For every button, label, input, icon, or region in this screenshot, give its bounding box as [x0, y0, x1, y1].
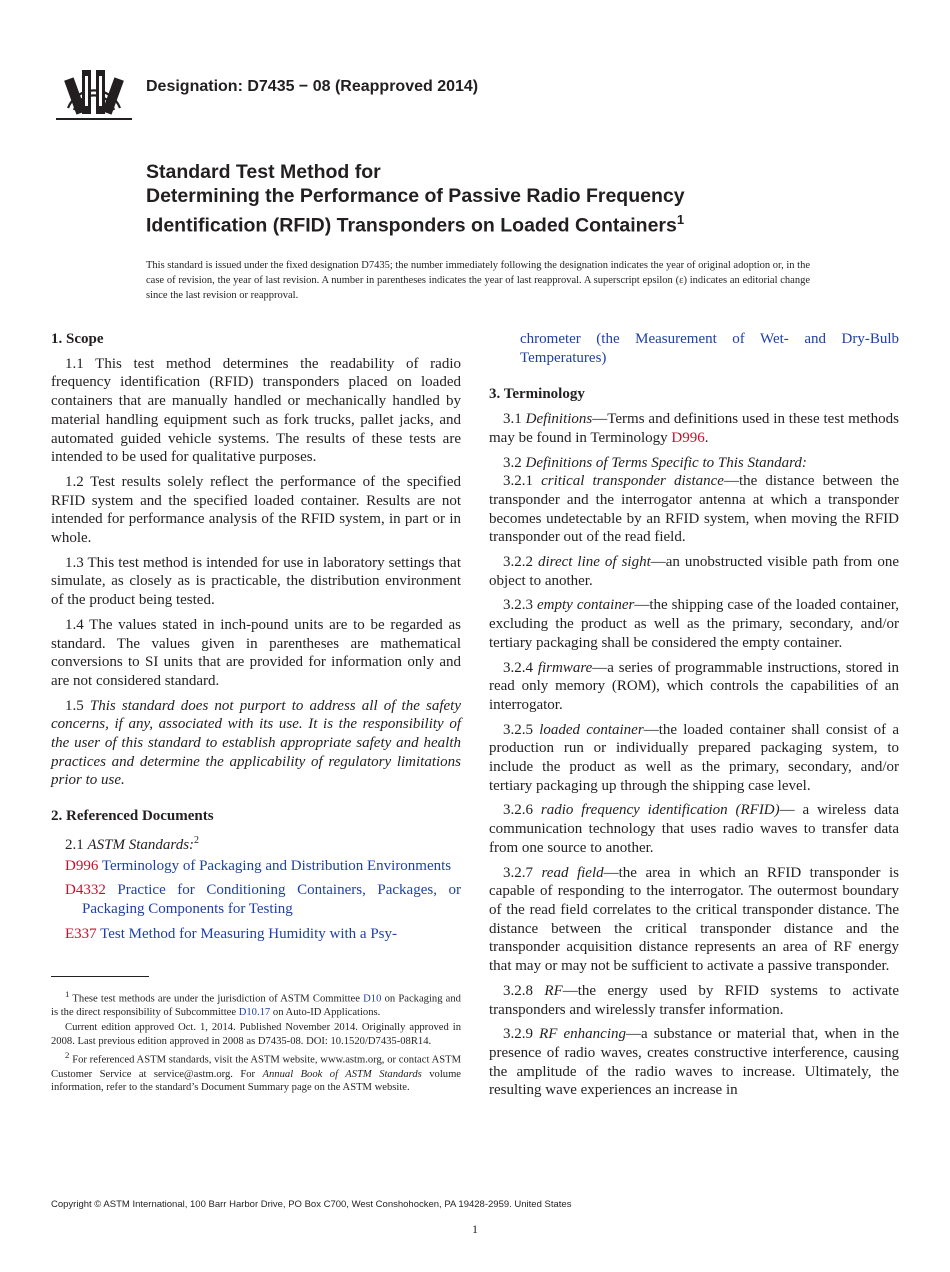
subcommittee-link[interactable]: D10.17 — [238, 1007, 271, 1019]
reference-item — [51, 881, 461, 918]
definition-number: 3.2.2 — [503, 554, 533, 571]
definition-text: —a substance or material that, when in the presence of radio waves, creates constructive interference, causing the amplitude of the radio waves to increase. Ultimately, the resulting wave experiences an increase in — [489, 1026, 899, 1099]
reference-code-link[interactable]: D4332 — [65, 882, 106, 899]
definition-item — [489, 553, 899, 590]
footnote-2-italic: Annual Book of ASTM Standards — [262, 1068, 422, 1080]
para-1-2: 1.2 Test results solely reflect the performance of the specified RFID system and the specified loaded container. Results are not intended for performance analysis of the RFID system, in part or in whole. — [51, 473, 461, 547]
document-title — [146, 160, 866, 238]
definition-item — [489, 472, 899, 547]
title-line-2: Determining the Performance of Passive Radio Frequency — [146, 185, 685, 207]
para-3-2-num: 3.2 — [503, 454, 522, 471]
para-1-4: 1.4 The values stated in inch-pound units are to be regarded as standard. The values given in parentheses are mathematical conversions to SI units that are provided for information only and are not considered standard. — [51, 616, 461, 689]
para-1-3: 1.3 This test method is intended for use in laboratory settings that simulate, as closely as is practicable, the distribution environment of the product being tested. — [51, 554, 461, 609]
para-3-2-label: Definitions of Terms Specific to This Standard: — [525, 454, 807, 471]
definition-number: 3.2.5 — [503, 721, 533, 738]
footnote-2-text-b: volume information, refer to the standard’s Document Summary page on the ASTM website. — [51, 1068, 462, 1094]
reference-title-link[interactable]: Test Method for Measuring Humidity with a Psy- — [100, 925, 397, 942]
definition-number: 3.2.1 — [503, 473, 533, 490]
committee-link[interactable]: D10 — [363, 993, 382, 1005]
definition-text: —the distance between the transponder and the interrogator antenna at which a transponder becomes undetectable by an RFID system, when moving the RFID transponder out of the read field. — [489, 473, 899, 546]
reference-title-link[interactable]: Terminology of Packaging and Distribution Environments — [101, 857, 452, 874]
definition-item — [489, 982, 899, 1019]
definition-term: critical transponder distance — [541, 473, 724, 490]
definition-term: empty container — [537, 597, 635, 614]
footnote-2-text-a: For referenced ASTM standards, visit the ASTM website, www.astm.org, or contact ASTM Customer Service at service@astm.org. For — [51, 1054, 462, 1080]
reference-code-link[interactable]: E337 — [65, 925, 97, 942]
reference-continuation-link[interactable]: chrometer (the Measurement of Wet- and Dry-Bulb Temperatures) — [520, 331, 899, 366]
section-heading-terminology: 3. Terminology — [489, 386, 585, 403]
definition-text: — a wireless data communication technology that uses radio waves to transfer data from one source to another. — [489, 802, 899, 856]
reference-title-link[interactable]: Practice for Conditioning Containers, Packages, or Packaging Components for Testing — [82, 882, 462, 917]
para-1-1: 1.1 This test method determines the readability of radio frequency identification (RFID) transponders placed on loaded containers that are manually handled or mechanically handled by material handling equipment such as fork trucks, pallet jacks, and automated guided vehicle systems. The results of these tests are intended to be used for qualitative purposes. — [51, 355, 461, 466]
para-2-1 — [51, 832, 461, 855]
title-line-3: Identification (RFID) Transponders on Loaded Containers — [146, 214, 677, 237]
definition-number: 3.2.8 — [503, 982, 533, 999]
para-2-1-num: 2.1 — [65, 836, 84, 853]
definition-number: 3.2.7 — [503, 864, 533, 881]
para-3-1 — [489, 410, 899, 447]
definition-number: 3.2.9 — [503, 1026, 533, 1043]
footnote-1-text-b: on Packaging and is the direct responsibility of Subcommittee — [51, 993, 461, 1019]
footnote-1-text-a: These test methods are under the jurisdiction of ASTM Committee — [72, 993, 360, 1005]
footnote-divider — [51, 976, 149, 977]
reference-code-link[interactable]: D996 — [65, 857, 99, 874]
definition-item — [489, 864, 899, 976]
title-line-1: Standard Test Method for — [146, 161, 381, 183]
astm-logo — [54, 56, 134, 134]
definition-item — [489, 721, 899, 796]
para-1-5-text: This standard does not purport to address all of the safety concerns, if any, associated with its use. It is the responsibility of the user of this standard to establish appropriate safety and health practices and determine the applicability of regulatory limitations prior to use. — [51, 697, 462, 789]
para-3-2 — [489, 454, 899, 473]
para-1-5-num: 1.5 — [65, 697, 84, 714]
terminology-reference-link[interactable]: D996 — [671, 429, 705, 446]
definition-term: RF enhancing — [539, 1026, 626, 1043]
footnote-edition: Current edition approved Oct. 1, 2014. Published November 2014. Originally approved in 2008. Last previous edition approved in 2008 as D7435-08. DOI: 10.1520/D7435-08R14. — [51, 1021, 461, 1047]
definition-text: —the area in which an RFID transponder is capable of responding to the interrogator. The outermost boundary of the read field correlates to the critical transponder distance. The distance between the critical transponder distance and the transponder acquisition distance represents an area of RF energy that may or may not be sufficient to activate a passive transponder. — [489, 864, 899, 975]
reference-item — [51, 925, 461, 944]
title-footnote-mark: 1 — [676, 212, 685, 227]
footnote-2 — [51, 1049, 461, 1095]
definition-number: 3.2.4 — [503, 659, 533, 676]
definition-item — [489, 659, 899, 715]
footnote-1-mark: 1 — [65, 989, 70, 999]
footnote-2-mark: 2 — [65, 1050, 70, 1061]
definition-number: 3.2.3 — [503, 597, 533, 614]
page-number: 1 — [472, 1222, 478, 1236]
para-3-1-text: —Terms and definitions used in these test methods may be found in Terminology — [489, 411, 900, 446]
para-2-1-label: ASTM Standards: — [87, 836, 195, 853]
copyright-notice: Copyright © ASTM International, 100 Barr Harbor Drive, PO Box C700, West Conshohocken, PA 19428-2959. United States — [51, 1199, 572, 1210]
para-3-1-end: . — [704, 429, 709, 446]
footnote-1 — [51, 988, 461, 1020]
para-1-5 — [51, 697, 461, 791]
definition-text: —an unobstructed visible path from one object to another. — [489, 554, 900, 589]
section-heading-referenced-documents: 2. Referenced Documents — [51, 808, 214, 825]
definition-text: —a series of programmable instructions, stored in read only memory (ROM), which controls the capabilities of an interrogator. — [489, 659, 899, 713]
para-2-1-mark: 2 — [194, 834, 200, 846]
footnotes — [51, 988, 461, 1096]
definition-term: RF — [544, 982, 563, 999]
definition-term: firmware — [537, 659, 593, 676]
designation: Designation: D7435 − 08 (Reapproved 2014) — [146, 78, 479, 95]
definition-term: loaded container — [539, 721, 644, 738]
definition-item — [489, 1025, 899, 1100]
right-column — [489, 330, 899, 1106]
definition-text: —the shipping case of the loaded container, excluding the product as well as the primary, secondary, and/or tertiary packaging shall be considered the empty container. — [489, 597, 899, 651]
definition-text: —the energy used by RFID systems to activate transponders and wirelessly transfer information. — [489, 982, 900, 1018]
issuance-statement: This standard is issued under the fixed designation D7435; the number immediately following the designation indicates the year of original adoption or, in the case of revision, the year of last revision. A number in parentheses indicates the year of last reapproval. A superscript epsilon (ε) indicates an editorial change since the last revision or reapproval. — [146, 260, 810, 301]
definition-term: direct line of sight — [538, 554, 651, 571]
definition-number: 3.2.6 — [503, 802, 533, 819]
definition-text: —the loaded container shall consist of a production run or individually prepared packaging system, to include the product as well as the primary, secondary, and/or tertiary packaging up through the shipping case level. — [489, 721, 900, 794]
definition-term: read field — [541, 864, 604, 881]
definition-item — [489, 596, 899, 652]
footnote-1-text-c: on Auto-ID Applications. — [272, 1007, 381, 1019]
definition-term: radio frequency identification (RFID) — [540, 802, 780, 819]
definition-item — [489, 801, 899, 857]
definitions-list — [489, 472, 899, 1100]
left-column — [51, 330, 461, 949]
para-3-1-num: 3.1 — [503, 411, 522, 428]
reference-item — [51, 857, 461, 876]
para-3-1-label: Definitions — [525, 411, 593, 428]
section-heading-scope: 1. Scope — [51, 331, 104, 347]
